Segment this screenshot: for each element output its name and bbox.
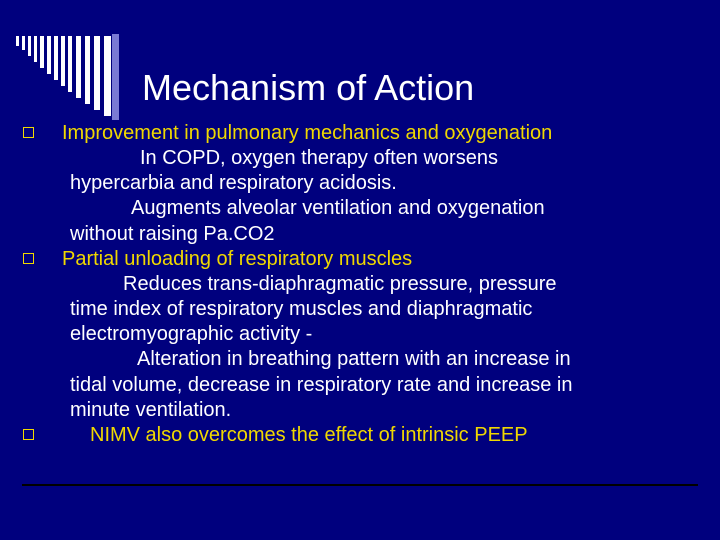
square-bullet-icon bbox=[23, 253, 34, 264]
sub-line: electromyographic activity - bbox=[70, 323, 313, 346]
sub-point bbox=[20, 196, 710, 246]
sub-line: Augments alveolar ventilation and oxygenation bbox=[131, 197, 545, 220]
sub-line: tidal volume, decrease in respiratory rate and increase in bbox=[70, 373, 573, 396]
decorative-stripes bbox=[0, 0, 140, 120]
sub-point bbox=[20, 272, 710, 348]
bullet-text: Improvement in pulmonary mechanics and oxygenation bbox=[62, 122, 553, 144]
slide-body bbox=[20, 121, 710, 448]
sub-line: Alteration in breathing pattern with an increase in bbox=[137, 348, 571, 371]
sub-line: Reduces trans-diaphragmatic pressure, pressure bbox=[123, 272, 557, 295]
bullet-text: Partial unloading of respiratory muscles bbox=[62, 247, 413, 270]
slide-title: Mechanism of Action bbox=[142, 67, 475, 108]
square-bullet-icon bbox=[23, 127, 34, 138]
bullet-item bbox=[20, 423, 710, 448]
sub-line: hypercarbia and respiratory acidosis. bbox=[70, 172, 397, 195]
sub-point bbox=[20, 347, 710, 423]
bullet-text: NIMV also overcomes the effect of intrinsic PEEP bbox=[90, 424, 528, 447]
bullet-item bbox=[20, 121, 710, 146]
sub-line: time index of respiratory muscles and diaphragmatic bbox=[70, 298, 533, 321]
bullet-item bbox=[20, 247, 710, 272]
sub-line: minute ventilation. bbox=[70, 398, 232, 421]
sub-line: without raising Pa.CO2 bbox=[70, 222, 275, 245]
square-bullet-icon bbox=[23, 429, 34, 440]
divider bbox=[22, 484, 698, 486]
sub-point bbox=[20, 146, 710, 196]
sub-line: In COPD, oxygen therapy often worsens bbox=[140, 147, 498, 169]
